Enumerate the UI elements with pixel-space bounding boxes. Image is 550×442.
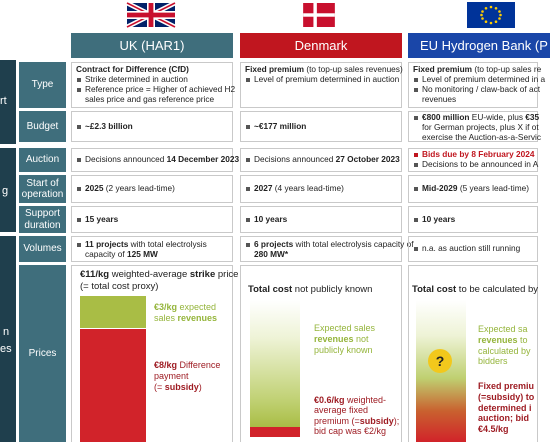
- category-label-top: rt: [0, 95, 7, 107]
- eu-type-bullet-1: Level of premium determined in a: [413, 75, 533, 85]
- uk-revenue-bar: [80, 296, 146, 328]
- uk-auction-cell: [71, 148, 240, 172]
- denmark-prices-heading: Total cost not publicly known: [248, 284, 373, 295]
- uk-type-bullet-2: Reference price = Higher of achieved H2: [76, 85, 228, 95]
- eu-column-header: EU Hydrogen Bank (P: [408, 33, 550, 58]
- uk-revenue-label: €3/kg expected sales revenues: [154, 302, 218, 323]
- denmark-support-cell: [240, 206, 402, 233]
- question-mark-icon: ?: [428, 349, 452, 373]
- uk-support-cell: [71, 206, 233, 233]
- eu-subsidy-label: Fixed premiu (=subsidy) to determined i auction; bid €4.5/kg: [478, 381, 535, 435]
- uk-budget-value: ~£2.3 billion: [76, 122, 133, 132]
- uk-budget-cell: [71, 111, 233, 142]
- uk-prices-heading-line-2: (= total cost proxy): [80, 280, 159, 292]
- eu-type-bullet-2-cont: revenues: [422, 93, 457, 104]
- uk-auction-text: Decisions announced 14 December 2023: [76, 155, 239, 165]
- denmark-type-bullet-1: Level of premium determined in auction: [245, 75, 397, 85]
- eu-start-text: Mid-2029 (5 years lead-time): [413, 184, 529, 194]
- uk-subsidy-label: €8/kg Difference payment (= subsidy): [154, 360, 221, 392]
- denmark-auction-text: Decisions announced 27 October 2023: [245, 155, 400, 165]
- eu-volumes-cell: [408, 236, 538, 262]
- eu-budget-line-1: €800 million EU-wide, plus €35: [413, 113, 533, 123]
- eu-flag-icon: [467, 2, 515, 28]
- eu-auction-decisions: Decisions to be announced in A: [413, 160, 533, 170]
- denmark-budget-cell: [240, 111, 402, 142]
- uk-volumes-line-1: 11 projects with total electrolysis: [76, 240, 228, 250]
- eu-budget-cell: [408, 111, 541, 142]
- row-label-support: Support duration: [19, 206, 66, 233]
- row-label-volumes: Volumes: [19, 236, 66, 262]
- denmark-type-title: Fixed premium (to top-up sales revenues): [245, 64, 403, 74]
- category-bar-bottom: [0, 236, 16, 442]
- uk-type-title: Contract for Difference (CfD): [76, 64, 189, 74]
- denmark-budget-value: ~€177 million: [245, 122, 306, 132]
- eu-type-cell: [408, 62, 546, 108]
- eu-budget-line-3: exercise the Auction-as-a-Servic: [422, 131, 541, 142]
- denmark-start-text: 2027 (4 years lead-time): [245, 184, 344, 194]
- uk-volumes-cell: [71, 236, 233, 262]
- uk-start-text: 2025 (2 years lead-time): [76, 184, 175, 194]
- eu-auction-bids-due: Bids due by 8 February 2024: [413, 150, 533, 160]
- uk-subsidy-bar: [80, 329, 146, 442]
- eu-volumes-text: n.a. as auction still running: [413, 244, 520, 254]
- denmark-gradient-bar: [250, 300, 300, 427]
- row-label-prices: Prices: [19, 265, 66, 442]
- denmark-volumes-cell: [240, 236, 414, 262]
- eu-type-bullet-2: No monitoring / claw-back of act: [413, 85, 533, 95]
- denmark-volumes-line-2: 280 MW*: [254, 248, 289, 259]
- category-label-bottom2: es: [0, 343, 12, 355]
- row-label-auction: Auction: [19, 148, 66, 172]
- eu-prices-heading: Total cost to be calculated by: [412, 284, 539, 295]
- denmark-auction-cell: [240, 148, 402, 172]
- denmark-subsidy-bar: [250, 427, 300, 437]
- denmark-column-header: Denmark: [240, 33, 402, 58]
- eu-revenue-label: Expected sa revenues to calculated by bidders: [478, 324, 531, 367]
- uk-type-cell: [71, 62, 236, 108]
- denmark-revenue-label: Expected sales revenues not publicly known: [314, 323, 376, 355]
- denmark-volumes-line-1: 6 projects with total electrolysis capacity of: [245, 240, 397, 250]
- uk-type-bullet-2-cont: sales price and gas reference price: [85, 93, 215, 104]
- uk-column-header: UK (HAR1): [71, 33, 233, 58]
- row-label-type: Type: [19, 62, 66, 108]
- eu-support-cell: [408, 206, 538, 233]
- denmark-flag-icon: [295, 3, 343, 27]
- uk-type-bullet-1: Strike determined in auction: [76, 75, 228, 85]
- uk-support-value: 15 years: [76, 215, 118, 225]
- eu-support-value: 10 years: [413, 215, 455, 225]
- denmark-subsidy-label: €0.6/kg weighted- average fixed premium (=subsidy); bid cap was €2/kg: [314, 395, 400, 437]
- row-label-budget: Budget: [19, 111, 66, 142]
- denmark-support-value: 10 years: [245, 215, 287, 225]
- eu-auction-cell: [408, 148, 538, 172]
- uk-prices-heading: €11/kg weighted-average strike price (= total cost proxy): [80, 269, 239, 292]
- eu-budget-line-2: for German projects, plus X if ot: [422, 121, 539, 132]
- row-label-start: Start of operation: [19, 175, 66, 203]
- denmark-type-cell: [240, 62, 402, 108]
- uk-start-cell: [71, 175, 233, 203]
- denmark-start-cell: [240, 175, 402, 203]
- category-label-bottom1: n: [3, 326, 10, 338]
- eu-start-cell: [408, 175, 538, 203]
- uk-flag-icon: [126, 3, 176, 27]
- uk-volumes-line-2: capacity of 125 MW: [85, 248, 158, 259]
- category-label-mid: g: [2, 185, 9, 197]
- eu-type-title: Fixed premium (to top-up sales re: [413, 64, 542, 74]
